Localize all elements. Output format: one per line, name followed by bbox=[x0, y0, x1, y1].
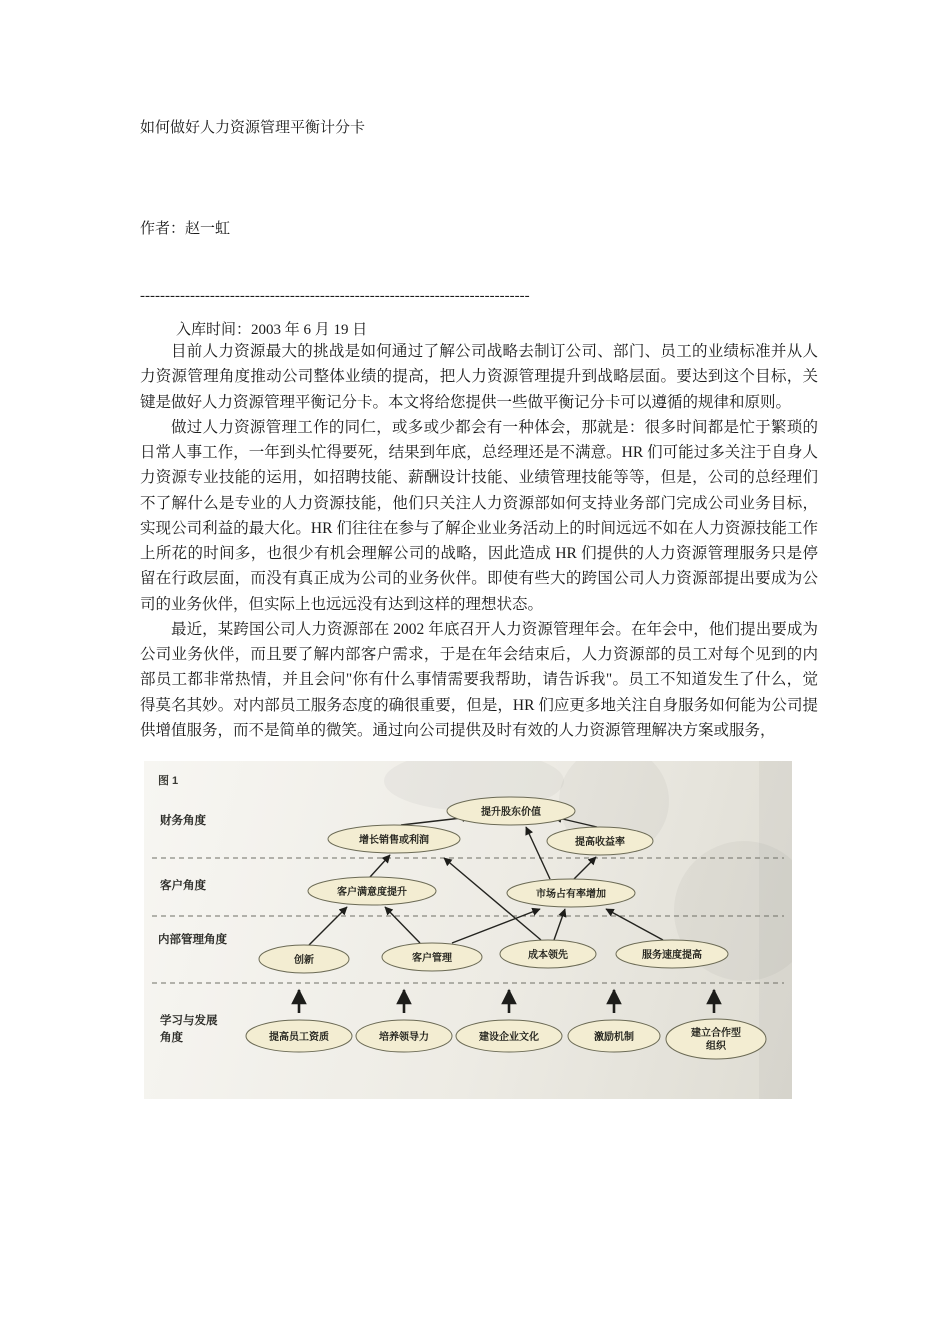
paragraph-3: 最近，某跨国公司人力资源部在 2002 年底召开人力资源管理年会。在年会中，他们提出要成为公司业务伙伴，而且要了解内部客户需求，于是在年会结束后，人力资源部的员工对每个见到的内部员工都非常热情，并且会问"你有什么事情需要我帮助，请告诉我"。员工不知道发生了什么，觉得莫名其妙。对内部员工服务态度的确很重要，但是，HR 们应更多地关注自身服务如何能为公司提供增值服务，而不是简单的微笑。通过向公司提供及时有效的人力资源管理解决方案或服务， bbox=[140, 620, 818, 739]
paragraph-2: 做过人力资源管理工作的同仁，或多或少都会有一种体会，那就是：很多时间都是忙于繁琐的日常人事工作，一年到头忙得要死，结果到年底，总经理还是不满意。HR 们可能过多关注于自身人力资源专业技能的运用，如招聘技能、薪酬设计技能、业绩管理技能等等，但是，公司的总经理们不了解什么是专业的人力资源技能，他们只关注人力资源部如何支持业务部门完成公司业务目标，实现公司利益的最大化。HR 们往往在参与了解企业业务活动上的时间远远不如在人力资源技能工作上所花的时间多，也很少有机会理解公司的战略，因此造成 HR 们提供的人力资源管理服务只是停留在行政层面，而没有真正成为公司的业务伙伴。即使有些大的跨国公司人力资源部提出要成为公司的业务伙伴，但实际上也远远没有达到这样的理想状态。 bbox=[140, 418, 818, 613]
svg-text:市场占有率增加: 市场占有率增加 bbox=[536, 889, 606, 900]
svg-text:提高收益率: 提高收益率 bbox=[575, 837, 625, 848]
paragraph-1: 目前人力资源最大的挑战是如何通过了解公司战略去制订公司、部门、员工的业绩标准并从人力资源管理角度推动公司整体业绩的提高，把人力资源管理提升到战略层面。要达到这个目标，关键是做好人力资源管理平衡记分卡。本文将给您提供一些做平衡记分卡可以遵循的规律和原则。 bbox=[140, 343, 818, 411]
entry-time-line: 入库时间：2003 年 6 月 19 日 bbox=[176, 322, 368, 338]
svg-text:成本领先: 成本领先 bbox=[528, 950, 568, 961]
row-label-customer: 客户角度 bbox=[160, 880, 206, 892]
node-sales-profit-growth bbox=[328, 825, 460, 853]
node-employee-quality bbox=[246, 1020, 352, 1052]
svg-text:提升股东价值: 提升股东价值 bbox=[481, 807, 541, 818]
svg-text:培养领导力: 培养领导力 bbox=[379, 1032, 429, 1043]
node-customer-management bbox=[382, 943, 482, 971]
svg-text:服务速度提高: 服务速度提高 bbox=[642, 950, 702, 961]
node-customer-satisfaction bbox=[308, 877, 436, 905]
node-incentive bbox=[568, 1020, 660, 1052]
node-innovation bbox=[259, 945, 349, 973]
row-label-internal: 内部管理角度 bbox=[158, 934, 227, 946]
strategy-map-svg bbox=[144, 761, 792, 1099]
node-shareholder-value bbox=[447, 797, 575, 825]
author-line: 作者：赵一虹 bbox=[140, 221, 231, 237]
node-market-share bbox=[507, 879, 635, 907]
row-label-learning-line1: 学习与发展 bbox=[160, 1015, 218, 1027]
learning-upward-arrows bbox=[299, 990, 714, 1013]
node-corporate-culture bbox=[456, 1020, 562, 1052]
node-profitability bbox=[547, 827, 653, 855]
svg-text:激励机制: 激励机制 bbox=[594, 1032, 634, 1043]
node-cost-leadership bbox=[500, 940, 596, 968]
document-title: 如何做好人力资源管理平衡计分卡 bbox=[140, 120, 366, 136]
row-label-financial: 财务角度 bbox=[160, 815, 206, 827]
svg-text:客户满意度提升: 客户满意度提升 bbox=[337, 887, 407, 898]
row-label-learning-line2: 角度 bbox=[160, 1032, 183, 1044]
svg-text:创新: 创新 bbox=[294, 955, 314, 966]
svg-text:增长销售或利润: 增长销售或利润 bbox=[359, 835, 429, 846]
figure-label: 图 1 bbox=[158, 775, 179, 787]
svg-text:客户管理: 客户管理 bbox=[412, 953, 452, 964]
svg-text:组织: 组织 bbox=[706, 1041, 726, 1052]
strategy-map-figure bbox=[144, 761, 792, 1099]
node-cooperative-org bbox=[666, 1019, 766, 1059]
node-service-speed bbox=[616, 940, 728, 968]
node-leadership bbox=[356, 1020, 452, 1052]
svg-text:提高员工资质: 提高员工资质 bbox=[269, 1032, 329, 1043]
svg-text:建设企业文化: 建设企业文化 bbox=[479, 1032, 539, 1043]
divider-line: ------------------------------------------------------------------------------ bbox=[140, 288, 530, 304]
svg-text:建立合作型: 建立合作型 bbox=[691, 1028, 741, 1039]
